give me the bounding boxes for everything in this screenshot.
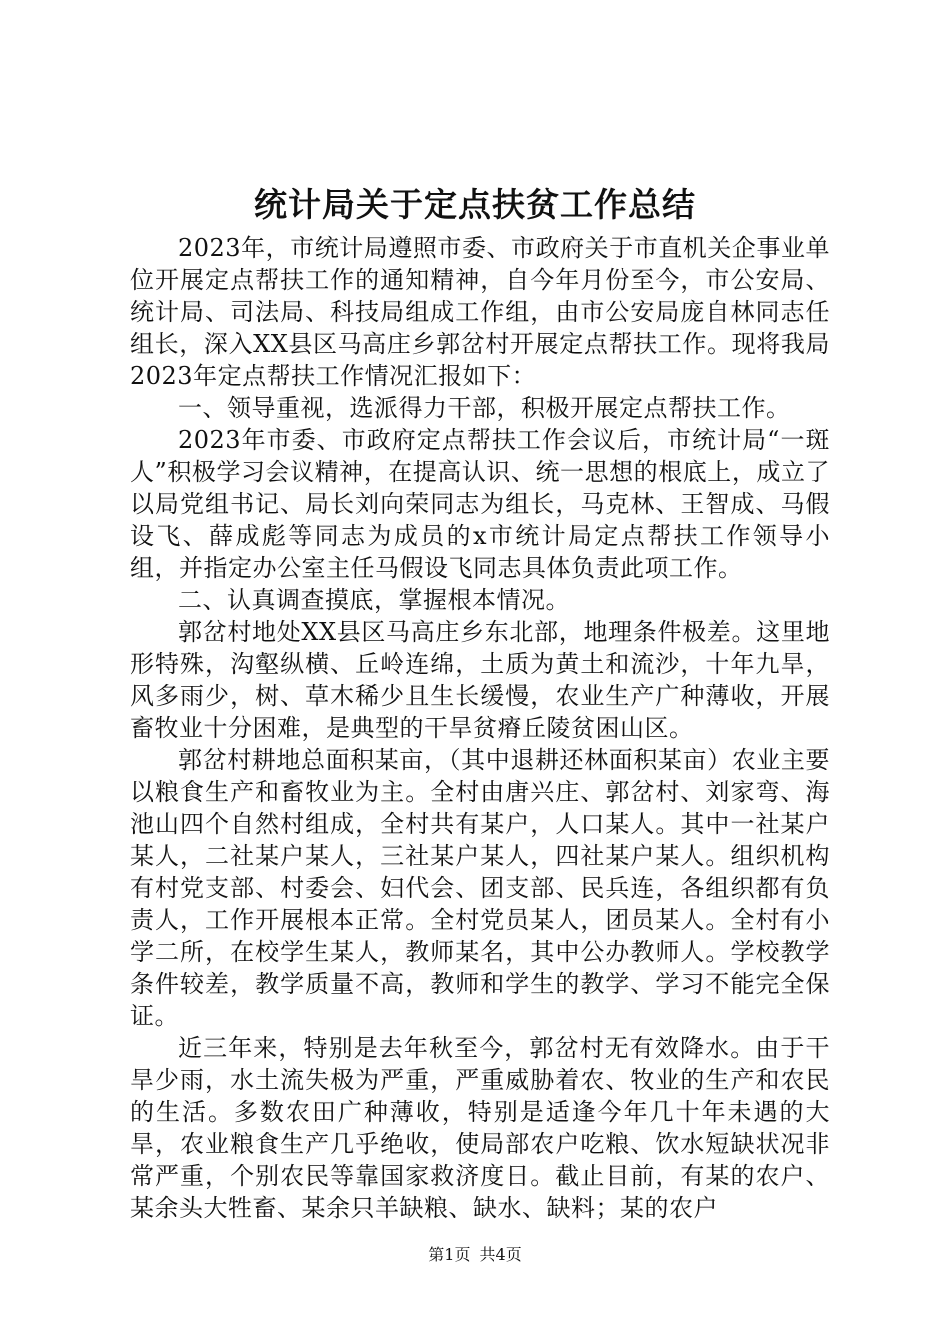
paragraph-geography: 郭岔村地处XX县区马高庄乡东北部，地理条件极差。这里地形特殊，沟壑纵横、丘岭连绵，土质为黄土和流沙，十年九旱，风多雨少，树、草木稀少且生长缓慢，农业生产广种薄收，开展畜牧业十分困难，是典型的干旱贫瘠丘陵贫困山区。 [130,618,830,742]
page-number-current: 第1页 [428,1245,471,1264]
document-title: 统计局关于定点扶贫工作总结 [254,185,696,224]
page-number-total: 共4页 [479,1245,522,1264]
paragraph-village-stats: 郭岔村耕地总面积某亩，（其中退耕还林面积某亩）农业主要以粮食生产和畜牧业为主。全村由唐兴庄、郭岔村、刘家弯、海池山四个自然村组成，全村共有某户，人口某人。其中一社某户某人，二社某户某人，三社某户某人，四社某户某人。组织机构有村党支部、村委会、妇代会、团支部、民兵连，各组织都有负责人，工作开展根本正常。全村党员某人，团员某人。全村有小学二所，在校学生某人，教师某名，其中公办教师人。学校教学条件较差，教学质量不高，教师和学生的教学、学习不能完全保证。 [130,746,830,1030]
paragraph-drought: 近三年来，特别是去年秋至今，郭岔村无有效降水。由于干旱少雨，水土流失极为严重，严重威胁着农、牧业的生产和农民的生活。多数农田广种薄收，特别是适逢今年几十年未遇的大旱，农业粮食生产几乎绝收，使局部农户吃粮、饮水短缺状况非常严重，个别农民等靠国家救济度日。截止目前，有某的农户、某余头大牲畜、某余只羊缺粮、缺水、缺料；某的农户 [130,1034,830,1222]
paragraph-leadership: 2023年市委、市政府定点帮扶工作会议后，市统计局“一斑人”积极学习会议精神，在提高认识、统一思想的根底上，成立了以局党组书记、局长刘向荣同志为组长，马克林、王智成、马假设飞、薛成彪等同志为成员的x市统计局定点帮扶工作领导小组，并指定办公室主任马假设飞同志具体负责此项工作。 [130,426,830,582]
page-footer [0,1244,950,1266]
section-heading-1: 一、领导重视，选派得力干部，积极开展定点帮扶工作。 [178,394,791,422]
document-body [130,232,830,1224]
paragraph-intro: 2023年，市统计局遵照市委、市政府关于市直机关企事业单位开展定点帮扶工作的通知精神，自今年月份至今，市公安局、统计局、司法局、科技局组成工作组，由市公安局庞自林同志任组长，深入XX县区马高庄乡郭岔村开展定点帮扶工作。现将我局2023年定点帮扶工作情况汇报如下： [130,234,830,390]
section-heading-2: 二、认真调查摸底，掌握根本情况。 [178,586,570,614]
